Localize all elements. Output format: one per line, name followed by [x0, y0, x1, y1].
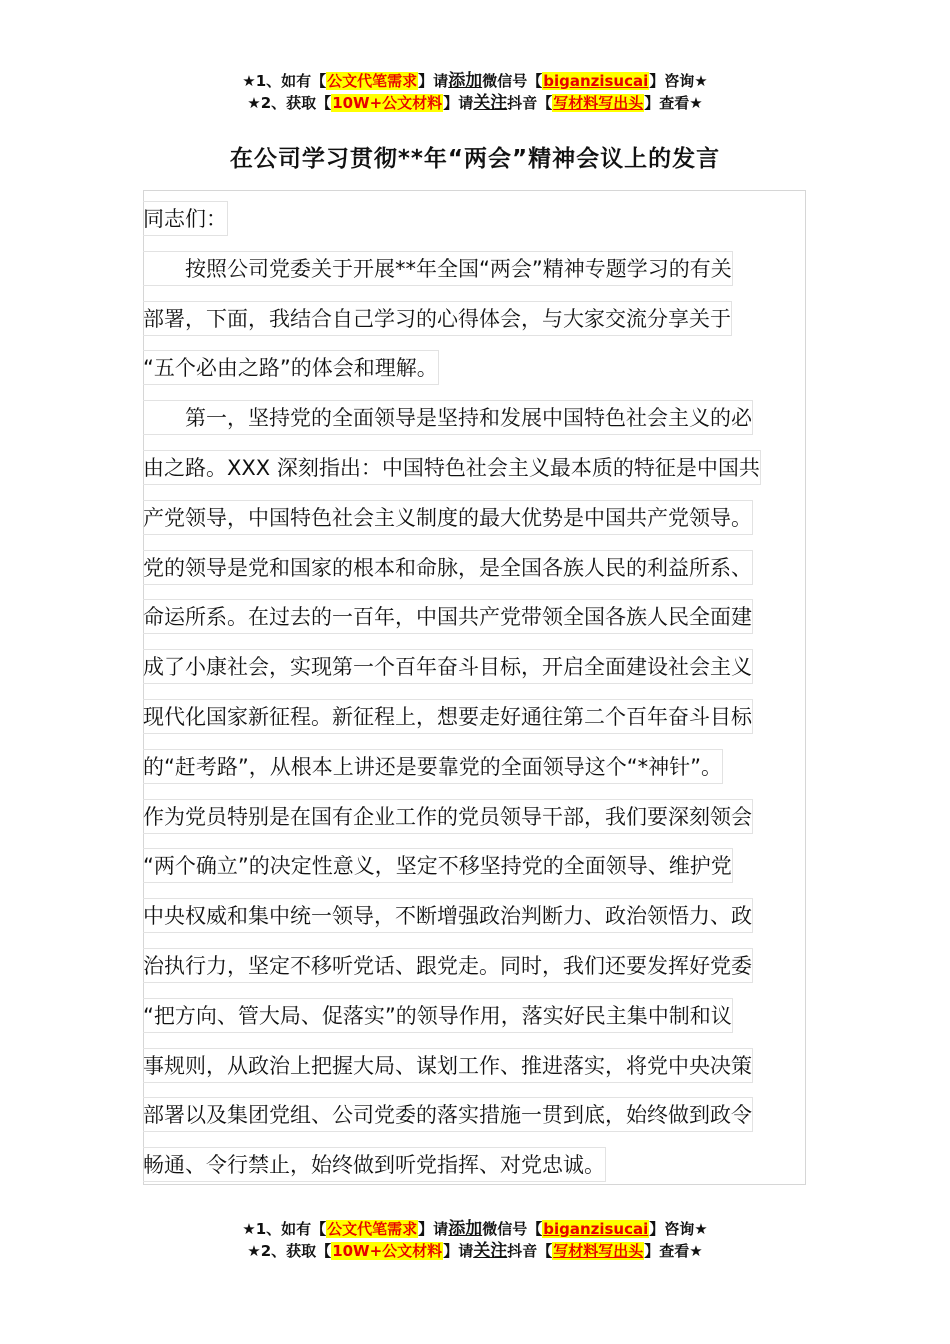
promo-text: 】查看★ [644, 1242, 703, 1260]
promo-highlight: 公文代笔需求 [327, 1220, 418, 1238]
promo-text: 】请 [418, 72, 449, 90]
body-text-line: “把方向、管大局、促落实”的领导作用，落实好民主集中制和议 [143, 998, 733, 1033]
body-text-line: 由之路。XXX 深刻指出：中国特色社会主义最本质的特征是中国共 [143, 450, 761, 485]
promo-banner-top [0, 70, 950, 114]
body-text-line: 按照公司党委关于开展**年全国“两会”精神专题学习的有关 [143, 251, 733, 286]
wechat-id: biganzisucai [543, 1220, 649, 1238]
promo-text: 】请 [443, 94, 474, 112]
promo-line-2 [0, 92, 950, 114]
body-text-line: 现代化国家新征程。新征程上，想要走好通往第二个百年奋斗目标 [143, 699, 753, 734]
promo-line-1 [0, 70, 950, 92]
promo-text: 】查看★ [644, 94, 703, 112]
body-text-line: 成了小康社会，实现第一个百年奋斗目标，开启全面建设社会主义 [143, 649, 753, 684]
promo-text: ★2、获取【 [247, 94, 332, 112]
promo-text: ★1、如有【 [242, 1220, 327, 1238]
promo-text: 】咨询★ [649, 72, 708, 90]
douyin-account: 写材料写出头 [553, 1242, 644, 1260]
wechat-id: biganzisucai [543, 72, 649, 90]
body-text-line: 的“赶考路”，从根本上讲还是要靠党的全面领导这个“*神针”。 [143, 749, 723, 784]
promo-emphasis: 添加 [448, 71, 483, 91]
document-body-frame [143, 190, 806, 1185]
promo-banner-bottom [0, 1218, 950, 1262]
promo-highlight: 公文代笔需求 [327, 72, 418, 90]
body-text-line: 命运所系。在过去的一百年，中国共产党带领全国各族人民全面建 [143, 599, 753, 634]
promo-line-2 [0, 1240, 950, 1262]
body-text-line: 第一，坚持党的全面领导是坚持和发展中国特色社会主义的必 [143, 400, 753, 435]
promo-text: 微信号【 [482, 72, 543, 90]
body-text-line: 部署以及集团党组、公司党委的落实措施一贯到底，始终做到政令 [143, 1097, 753, 1132]
promo-text: 】请 [443, 1242, 474, 1260]
promo-text: 】咨询★ [649, 1220, 708, 1238]
douyin-account: 写材料写出头 [553, 94, 644, 112]
promo-emphasis: 添加 [448, 1219, 483, 1239]
promo-text: 】请 [418, 1220, 449, 1238]
body-text-line: 中央权威和集中统一领导，不断增强政治判断力、政治领悟力、政 [143, 898, 753, 933]
body-text-line: 畅通、令行禁止，始终做到听党指挥、对党忠诚。 [143, 1147, 606, 1182]
body-text-line: “五个必由之路”的体会和理解。 [143, 350, 439, 385]
promo-line-1 [0, 1218, 950, 1240]
promo-emphasis: 关注 [473, 93, 508, 113]
promo-text: 抖音【 [507, 94, 553, 112]
body-text-line: 作为党员特别是在国有企业工作的党员领导干部，我们要深刻领会 [143, 799, 753, 834]
promo-emphasis: 关注 [473, 1241, 508, 1261]
body-text-line: 产党领导，中国特色社会主义制度的最大优势是中国共产党领导。 [143, 500, 753, 535]
body-text-line: 治执行力，坚定不移听党话、跟党走。同时，我们还要发挥好党委 [143, 948, 753, 983]
promo-highlight: 10W+公文材料 [332, 94, 443, 112]
promo-text: ★2、获取【 [247, 1242, 332, 1260]
promo-highlight: 10W+公文材料 [332, 1242, 443, 1260]
body-text-line: 党的领导是党和国家的根本和命脉，是全国各族人民的利益所系、 [143, 550, 753, 585]
promo-text: ★1、如有【 [242, 72, 327, 90]
body-text-line: 事规则，从政治上把握大局、谋划工作、推进落实，将党中央决策 [143, 1048, 753, 1083]
body-text-line: “两个确立”的决定性意义，坚定不移坚持党的全面领导、维护党 [143, 848, 733, 883]
body-text-line: 部署，下面，我结合自己学习的心得体会，与大家交流分享关于 [143, 301, 732, 336]
promo-text: 微信号【 [482, 1220, 543, 1238]
body-text-line: 同志们： [143, 201, 228, 236]
document-title: 在公司学习贯彻**年“两会”精神会议上的发言 [229, 146, 721, 172]
promo-text: 抖音【 [507, 1242, 553, 1260]
